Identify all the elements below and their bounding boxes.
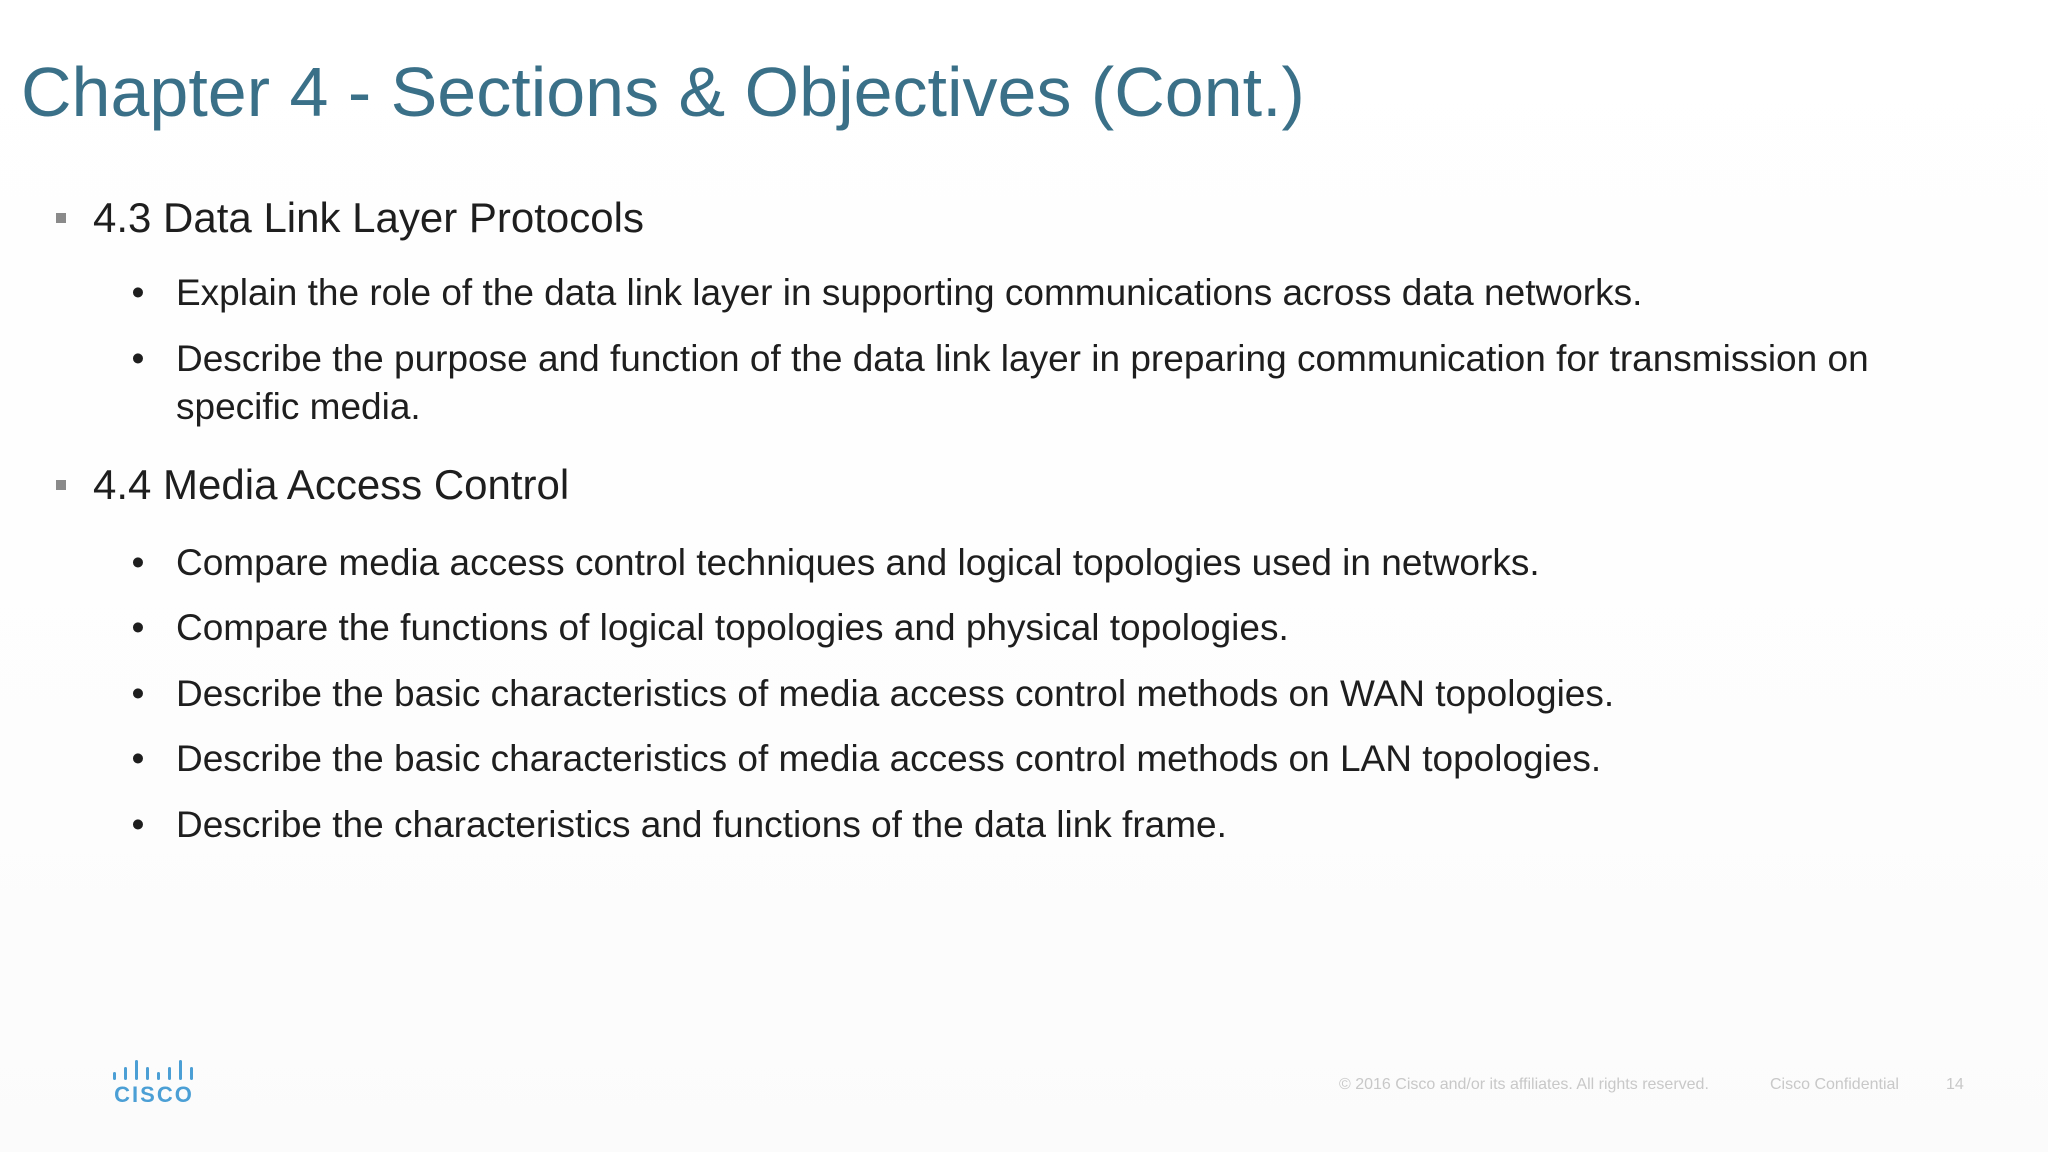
page-number: 14 [1946, 1076, 1964, 1093]
bullet-dot-icon: • [131, 338, 145, 379]
footer-confidential: Cisco Confidential [1770, 1076, 1899, 1093]
section-heading [56, 460, 569, 510]
objective-text: Describe the characteristics and functions of the data link frame. [176, 804, 1227, 845]
section-label: 4.4 Media Access Control [93, 461, 570, 508]
square-bullet-icon [56, 213, 66, 223]
bullet-dot-icon: • [131, 804, 145, 845]
objective-text: Describe the basic characteristics of media access control methods on WAN topologies. [176, 673, 1615, 714]
objective-text: Compare media access control techniques and logical topologies used in networks. [176, 542, 1540, 583]
square-bullet-icon [56, 480, 66, 490]
bullet-dot-icon: • [131, 738, 145, 779]
footer-copyright: © 2016 Cisco and/or its affiliates. All rights reserved. [1339, 1076, 1709, 1093]
slide-title: Chapter 4 - Sections & Objectives (Cont.) [21, 53, 1305, 131]
objective-text: Describe the basic characteristics of media access control methods on LAN topologies. [176, 738, 1602, 779]
bullet-dot-icon: • [131, 272, 145, 313]
section-label: 4.3 Data Link Layer Protocols [93, 194, 644, 241]
bullet-dot-icon: • [131, 607, 145, 648]
cisco-logo [112, 1058, 196, 1106]
bullet-dot-icon: • [131, 542, 145, 583]
objective-text: Explain the role of the data link layer in supporting communications across data networks. [176, 272, 1643, 313]
objective-text: Describe the purpose and function of the data link layer in preparing communication for transmission on specific media. [176, 338, 1869, 427]
cisco-logo-icon [112, 1058, 196, 1082]
section-heading [56, 193, 644, 243]
objective-text: Compare the functions of logical topologies and physical topologies. [176, 607, 1289, 648]
logo-wordmark: CISCO [114, 1082, 194, 1107]
bullet-dot-icon: • [131, 673, 145, 714]
